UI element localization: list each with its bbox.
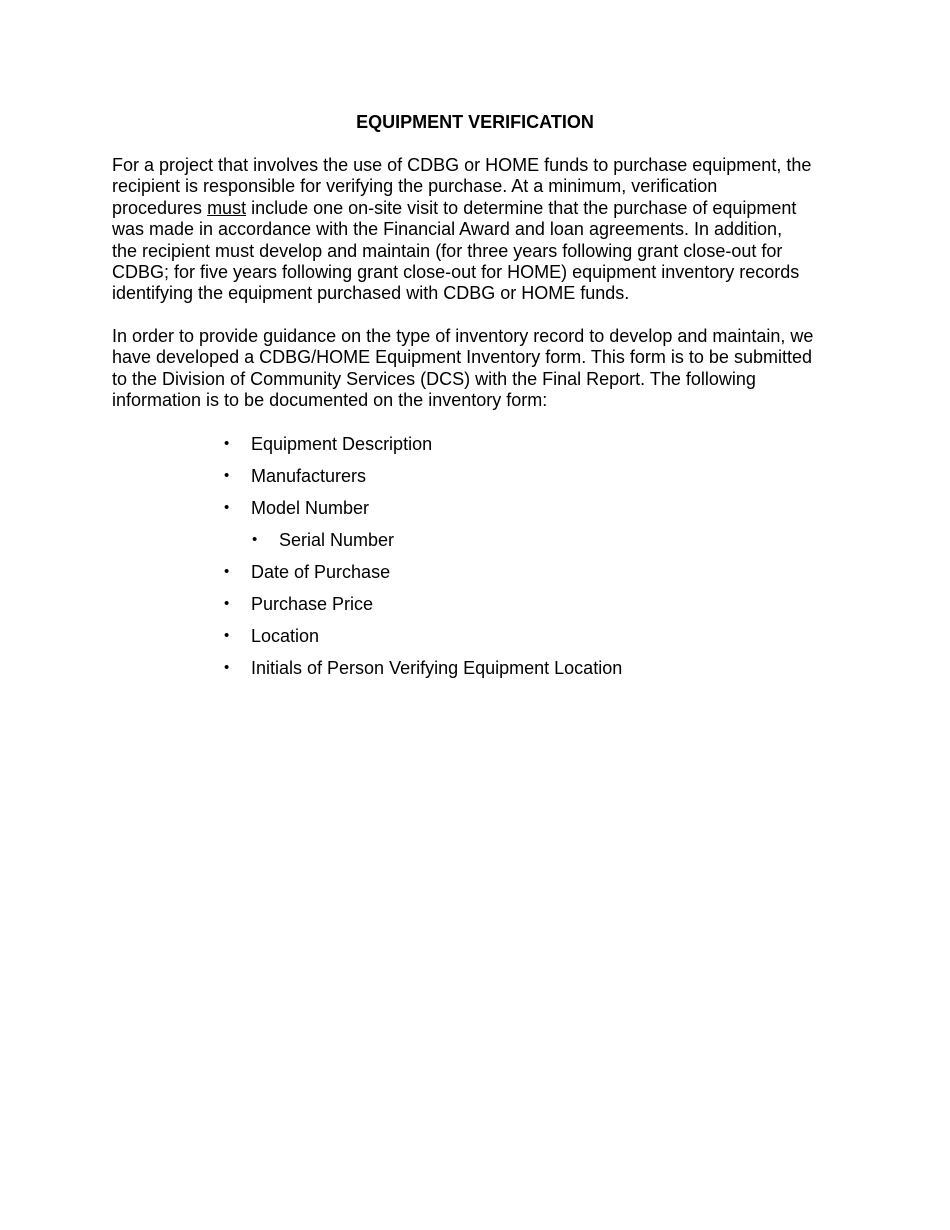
bullet-icon: • — [224, 595, 230, 612]
list-item-text: Purchase Price — [251, 594, 374, 614]
bullet-icon: • — [224, 467, 230, 484]
bullet-icon: • — [252, 531, 258, 548]
bullet-icon: • — [224, 499, 230, 516]
bullet-icon: • — [224, 659, 230, 676]
list-item-text: Initials of Person Verifying Equipment Location — [251, 658, 623, 678]
list-item-text: Location — [251, 626, 320, 646]
paragraph-line: CDBG; for five years following grant close-out for HOME) equipment inventory records — [112, 262, 800, 283]
list-item-text: Model Number — [251, 498, 370, 518]
paragraph-verification — [112, 155, 844, 305]
paragraph-line — [112, 198, 844, 219]
paragraph-line: For a project that involves the use of CDBG or HOME funds to purchase equipment, the — [112, 155, 812, 175]
bullet-icon: • — [224, 627, 230, 644]
paragraph-line: to the Division of Community Services (DCS) with the Final Report. The following — [112, 368, 756, 389]
paragraph-line: identifying the equipment purchased with CDBG or HOME funds. — [112, 283, 630, 304]
paragraph-line: In order to provide guidance on the type of inventory record to develop and maintain, we — [112, 326, 814, 346]
paragraph-line: recipient is responsible for verifying the purchase. At a minimum, verification — [112, 176, 718, 197]
bullet-icon: • — [224, 435, 230, 452]
text-segment: procedures — [112, 197, 208, 218]
paragraph-guidance — [112, 326, 844, 412]
underlined-emphasis: must — [207, 197, 247, 218]
paragraph-line: have developed a CDBG/HOME Equipment Inventory form. This form is to be submitted — [112, 347, 812, 368]
list-item-text: Manufacturers — [251, 466, 367, 486]
document-title: EQUIPMENT VERIFICATION — [356, 112, 594, 132]
text-segment: include one on-site visit to determine that the purchase of equipment — [246, 197, 797, 218]
list-item-text: Serial Number — [279, 530, 395, 550]
list-item-text: Equipment Description — [251, 434, 433, 454]
paragraph-line: was made in accordance with the Financial Award and loan agreements. In addition, — [112, 219, 783, 240]
bullet-icon: • — [224, 563, 230, 580]
paragraph-line: the recipient must develop and maintain (for three years following grant close-out for — [112, 240, 783, 261]
list-item-text: Date of Purchase — [251, 562, 391, 582]
paragraph-line: information is to be documented on the inventory form: — [112, 390, 548, 411]
